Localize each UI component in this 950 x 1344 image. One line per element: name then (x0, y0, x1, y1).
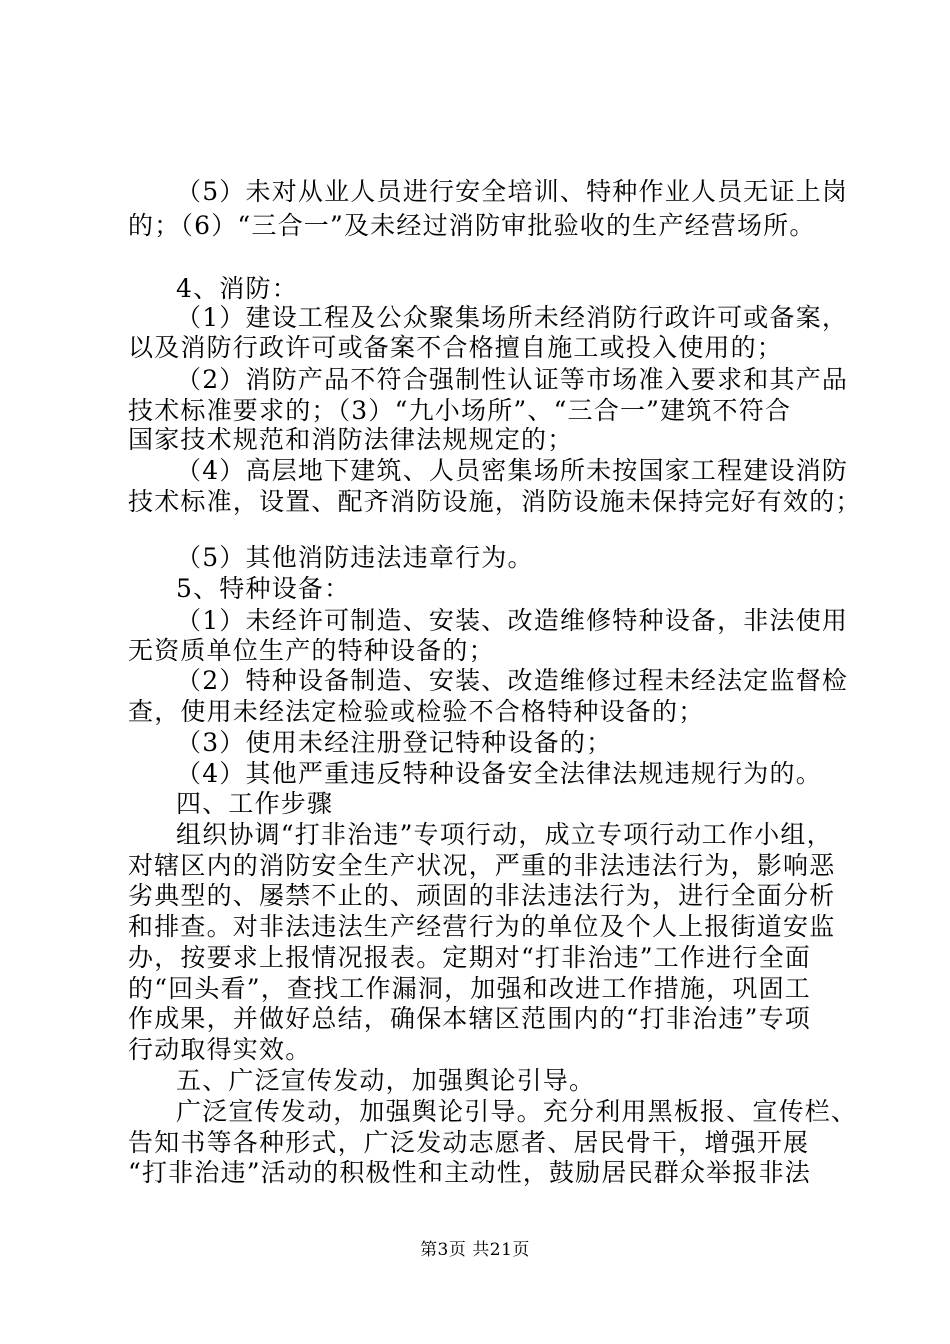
section-heading: 4、消防： (176, 274, 298, 303)
paragraph-line: （2）消防产品不符合强制性认证等市场准入要求和其产品 (176, 365, 849, 394)
section-heading: 五、广泛宣传发动，加强舆论引导。 (176, 1066, 596, 1095)
paragraph-line: 办，按要求上报情况报表。定期对“打非治违”工作进行全面 (128, 943, 811, 972)
paragraph-line: 无资质单位生产的特种设备的； (128, 636, 495, 665)
paragraph-line: 行动取得实效。 (128, 1035, 312, 1064)
section-heading: 5、特种设备： (176, 574, 351, 603)
paragraph-line: （5）其他消防违法违章行为。 (176, 543, 534, 572)
paragraph-line: 国家技术规范和消防法律法规规定的； (128, 425, 574, 454)
paragraph-line: （2）特种设备制造、安装、改造维修过程未经法定监督检 (176, 666, 849, 695)
page-number-footer: 第3页 共21页 (420, 1240, 530, 1260)
paragraph-line: （4）其他严重违反特种设备安全法律法规违规行为的。 (176, 759, 822, 788)
paragraph-line: 劣典型的、屡禁不止的、顽固的非法违法行为，进行全面分析 (128, 881, 836, 910)
paragraph-line: “打非治违”活动的积极性和主动性，鼓励居民群众举报非法 (128, 1158, 811, 1187)
paragraph-line: 作成果，并做好总结，确保本辖区范围内的“打非治违”专项 (128, 1004, 811, 1033)
paragraph-line: 和排查。对非法违法生产经营行为的单位及个人上报街道安监 (128, 912, 836, 941)
paragraph-line: 的“回头看”，查找工作漏洞，加强和改进工作措施，巩固工 (128, 974, 811, 1003)
paragraph-line: 组织协调“打非治违”专项行动，成立专项行动工作小组， (176, 820, 833, 849)
paragraph-line: 广泛宣传发动，加强舆论引导。充分利用黑板报、宣传栏、 (176, 1097, 858, 1126)
paragraph-line: （3）使用未经注册登记特种设备的； (176, 728, 613, 757)
paragraph-line: （1）建设工程及公众聚集场所未经消防行政许可或备案， (176, 303, 849, 332)
paragraph-line: 以及消防行政许可或备案不合格擅自施工或投入使用的； (128, 333, 784, 362)
paragraph-line: 告知书等各种形式，广泛发动志愿者、居民骨干，增强开展 (128, 1128, 810, 1157)
paragraph-line: 技术标准，设置、配齐消防设施，消防设施未保持完好有效的； (128, 487, 862, 516)
paragraph-line: 对辖区内的消防安全生产状况，严重的非法违法行为，影响恶 (128, 851, 836, 880)
paragraph-line: 的；（6）“三合一”及未经过消防审批验收的生产经营场所。 (128, 211, 816, 240)
paragraph-line: （5）未对从业人员进行安全培训、特种作业人员无证上岗 (176, 177, 849, 206)
paragraph-line: （1）未经许可制造、安装、改造维修特种设备，非法使用 (176, 606, 849, 635)
paragraph-line: （4）高层地下建筑、人员密集场所未按国家工程建设消防 (176, 456, 849, 485)
section-heading: 四、工作步骤 (176, 789, 334, 818)
paragraph-line: 技术标准要求的；（3）“九小场所”、“三合一”建筑不符合 (128, 396, 792, 425)
paragraph-line: 查，使用未经法定检验或检验不合格特种设备的； (128, 697, 705, 726)
